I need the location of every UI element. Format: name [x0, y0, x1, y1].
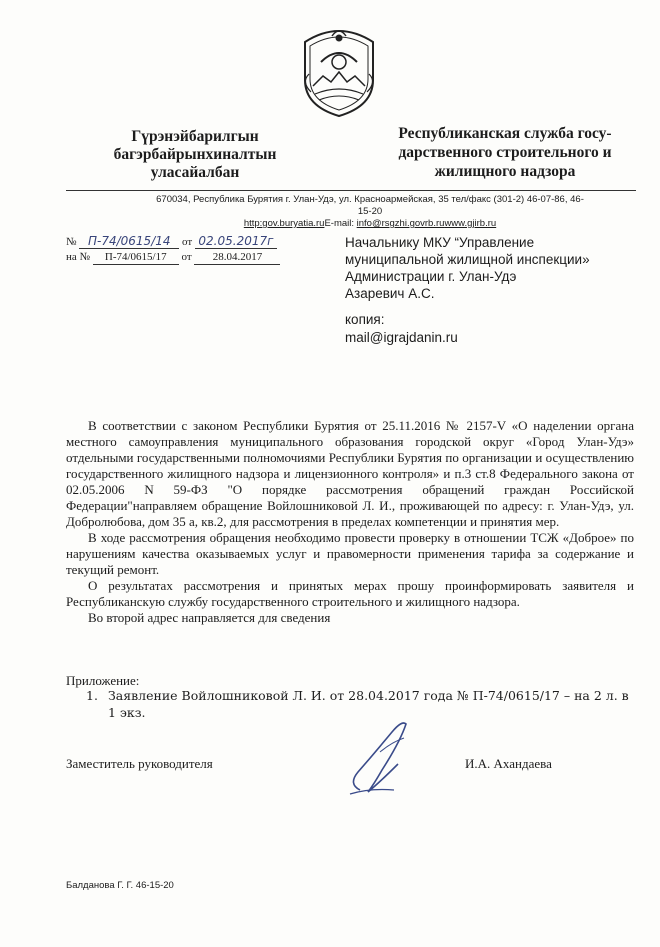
org-name-russian	[380, 124, 630, 181]
in-date-label: от	[181, 251, 192, 263]
incoming-reference	[66, 250, 280, 265]
signer-name: И.А. Ахандаева	[465, 756, 552, 771]
header-divider	[66, 190, 636, 191]
body-paragraph: В соответствии с законом Республики Бурятия от 25.11.2016 № 2157-V «О наделении органа местного самоуправления муниципального образования городской округ «Город Улан-Удэ» отдельными государственными полномочиями Республики Бурятия по организации и осуществлению государственного жилищного надзора и лицензионного контроля» и п.3 ст.8 Федерального закона от 02.05.2006 N 59-ФЗ "О порядке рассмотрения обращений граждан Российской Федерации"направляем обращение Войлошниковой Л. И., проживающей по адресу: г. Улан-Удэ, ул. Добролюбова, дом 35 а, кв.2, для рассмотрения в пределах компетенции и принятия мер.	[66, 418, 634, 529]
outgoing-number: П-74/0615/14	[79, 234, 179, 249]
body-paragraph: Во второй адрес направляется для сведения	[88, 610, 331, 625]
incoming-number: П-74/0615/17	[93, 250, 179, 265]
website-link[interactable]: http:gov.buryatia.ru	[243, 218, 325, 229]
addressee-line: муниципальной жилищной инспекции»	[345, 252, 590, 267]
annex-item-text: Заявление Войлошниковой Л. И. от 28.04.2017 года № П-74/0615/17 – на 2 л. в 1 экз.	[108, 688, 629, 720]
body-paragraph: О результатах рассмотрения и принятых мерах прошу проинформировать заявителя и Республиканскую службу государственного строительного и жилищного надзора.	[66, 578, 634, 609]
executor-contact: Балданова Г. Г. 46-15-20	[66, 880, 174, 891]
coat-of-arms-emblem	[299, 22, 379, 118]
org-name-buryat-line: уласайалбан	[150, 164, 240, 181]
org-name-russian-line: жилищного надзора	[434, 163, 576, 180]
email-label: E-mail:	[324, 218, 357, 229]
outgoing-reference	[66, 234, 277, 249]
website-link-2[interactable]: www.gjirb.ru	[444, 218, 497, 229]
org-name-russian-line: дарственного строительного и	[398, 144, 612, 161]
signer-position: Заместитель руководителя	[66, 756, 213, 771]
date-label: от	[182, 236, 193, 248]
annex-title: Приложение:	[66, 673, 140, 688]
org-name-buryat-line: багэрбайрынхиналтын	[113, 146, 277, 163]
addressee-line: Азаревич А.С.	[345, 286, 435, 301]
copy-block	[345, 311, 458, 347]
letter-body	[66, 418, 634, 626]
addressee-line: Администрации г. Улан-Удэ	[345, 269, 517, 284]
copy-email[interactable]: mail@igrajdanin.ru	[345, 330, 458, 345]
copy-label: копия:	[345, 312, 385, 327]
addressee-line: Начальнику МКУ “Управление	[345, 235, 535, 250]
org-address: 670034, Республика Бурятия г. Улан-Удэ, ул. Красноармейская, 35 тел/факс (301-2) 46-07-86, 46-15-20	[156, 194, 584, 217]
body-paragraph: В ходе рассмотрения обращения необходимо провести проверку в отношении ТСЖ «Доброе» по нарушениям качества оказываемых услуг и правомерности применения тарифа за содержание и текущий ремонт.	[66, 530, 634, 577]
org-name-buryat	[70, 128, 320, 182]
handwritten-signature	[320, 712, 430, 802]
in-number-label: на №	[66, 251, 91, 263]
email-link[interactable]: info@rsgzhi.govrb.ru	[356, 218, 445, 229]
addressee-block	[345, 234, 625, 302]
outgoing-date: 02.05.2017г	[195, 234, 277, 249]
number-label: №	[66, 236, 77, 248]
annex-item-number: 1.	[86, 688, 98, 703]
org-name-buryat-line: Гүрэнэйбарилгын	[131, 128, 259, 145]
org-contacts	[150, 194, 590, 230]
incoming-date: 28.04.2017	[194, 250, 280, 265]
org-name-russian-line: Республиканская служба госу-	[398, 125, 612, 142]
